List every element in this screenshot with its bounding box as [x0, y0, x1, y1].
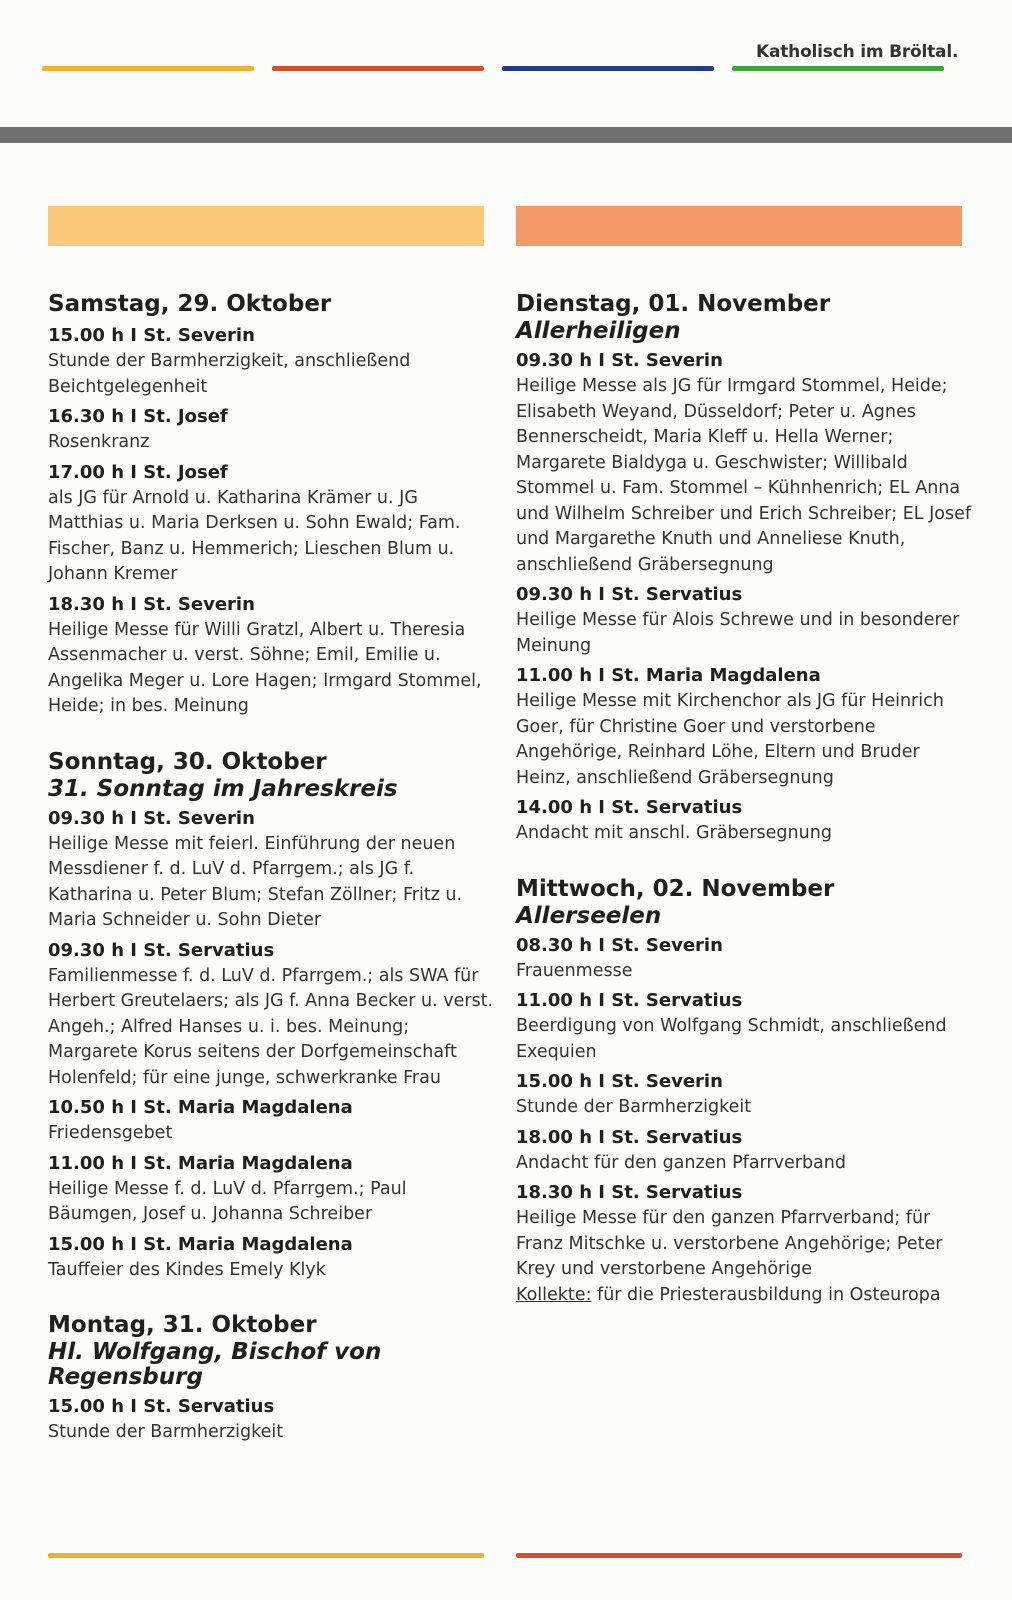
day-title: Mittwoch, 02. November — [516, 875, 835, 902]
day-title: Samstag, 29. Oktober — [48, 291, 332, 317]
entry-description: Familienmesse f. d. LuV d. Pfarrgem.; als SWA für Herbert Greutelaers; als JG f. Anna Becker u. verst. Angeh.; Alfred Hanses u. i. bes. Meinung; Margarete Korus seitens der Dorfgemeinschaft Holenfeld; für eine junge, schwerkranke Frau — [48, 965, 494, 1088]
header-divider — [0, 127, 1012, 143]
service-entry — [48, 323, 498, 400]
service-entry — [48, 1232, 498, 1284]
service-entry — [516, 1069, 976, 1121]
entry-time-church: 11.00 h I St. Maria Magdalena — [48, 1152, 353, 1174]
entry-description: Frauenmesse — [516, 960, 633, 981]
service-entry — [516, 795, 976, 847]
entry-description: Heilige Messe mit feierl. Einführung der neuen Messdiener f. d. LuV d. Pfarrgem.; als JG f. Katharina u. Peter Blum; Stefan Zöllner; Fritz u. Maria Schneider u. Sohn Dieter — [48, 833, 463, 930]
entry-time-church: 14.00 h I St. Servatius — [516, 797, 743, 818]
column-band-right — [516, 206, 962, 246]
service-entry — [516, 348, 976, 578]
entry-time-church: 15.00 h I St. Severin — [48, 325, 255, 346]
service-entry — [516, 988, 976, 1065]
day-title: Montag, 31. Oktober — [48, 1312, 317, 1338]
day-block — [516, 875, 976, 1309]
service-entry — [48, 460, 498, 588]
day-block — [516, 290, 976, 847]
entry-description: als JG für Arnold u. Katharina Krämer u. JG Matthias u. Maria Derksen u. Sohn Ewald; Fam. Fischer, Banz u. Hemmerich; Lieschen Blum u. Johann Kremer — [48, 487, 461, 584]
day-subtitle: Allerheiligen — [516, 318, 681, 344]
service-entry — [516, 1125, 976, 1177]
entry-time-church: 10.50 h I St. Maria Magdalena — [48, 1097, 353, 1118]
service-entry — [48, 1151, 498, 1228]
entry-description: Beerdigung von Wolfgang Schmidt, anschließend Exequien — [516, 1016, 947, 1062]
entry-time-church: 11.00 h I St. Maria Magdalena — [516, 665, 821, 686]
kollekte-text: für die Priesterausbildung in Osteuropa — [591, 1284, 941, 1305]
day-block — [48, 1311, 498, 1446]
stripe-green — [732, 66, 944, 71]
entry-time-church: 09.30 h I St. Severin — [48, 807, 255, 829]
day-block — [48, 748, 498, 1284]
stripe-yellow — [42, 66, 254, 71]
entry-time-church: 09.30 h I St. Severin — [516, 350, 723, 371]
entry-description: Friedensgebet — [48, 1123, 173, 1143]
brand-logo-text: Katholisch im Bröltal. — [756, 42, 959, 62]
entry-description: Heilige Messe f. d. LuV d. Pfarrgem.; Paul Bäumgen, Josef u. Johanna Schreiber — [48, 1178, 407, 1224]
footer-stripe-yellow — [48, 1553, 484, 1558]
service-entry — [516, 582, 976, 659]
entry-description: Stunde der Barmherzigkeit — [48, 1422, 284, 1442]
entry-time-church: 15.00 h I St. Maria Magdalena — [48, 1233, 353, 1255]
entry-time-church: 18.30 h I St. Severin — [48, 593, 255, 615]
kollekte-note — [516, 1283, 976, 1309]
entry-description: Andacht mit anschl. Gräbersegnung — [516, 823, 832, 843]
entry-time-church: 18.00 h I St. Servatius — [516, 1126, 743, 1148]
service-entry — [48, 404, 498, 456]
entry-time-church: 15.00 h I St. Servatius — [48, 1396, 275, 1417]
entry-description: Stunde der Barmherzigkeit, anschließend Beichtgelegenheit — [48, 351, 411, 397]
entry-description: Heilige Messe für Willi Gratzl, Albert u. Theresia Assenmacher u. verst. Söhne; Emil, Emilie u. Angelika Meger u. Lore Hagen; Irmgard Stommel, Heide; in bes. Meinung — [48, 619, 482, 716]
kollekte-label: Kollekte: — [516, 1284, 592, 1305]
service-entry — [48, 1394, 498, 1446]
entry-time-church: 09.30 h I St. Servatius — [48, 939, 275, 961]
entry-time-church: 17.00 h I St. Josef — [48, 461, 228, 483]
service-entry — [516, 663, 976, 791]
right-column — [516, 290, 976, 1336]
day-subtitle: Hl. Wolfgang, Bischof von Regensburg — [48, 1339, 382, 1390]
service-entry — [48, 1095, 498, 1147]
entry-time-church: 08.30 h I St. Severin — [516, 934, 723, 956]
entry-description: Heilige Messe als JG für Irmgard Stommel, Heide; Elisabeth Weyand, Düsseldorf; Peter u. Agnes Bennerscheidt, Maria Kleff u. Hella Werner; Margarete Bialdyga u. Geschwister; Willibald Stommel u. Fam. Stommel – Kühnhenrich; EL Anna und Wilhelm Schreiber und Erich Schreiber; EL Josef und Margarethe Knuth und Anneliese Knuth, anschließend Gräbersegnung — [516, 376, 972, 575]
footer-stripe-red — [516, 1553, 962, 1558]
column-band-left — [48, 206, 484, 246]
entry-time-church: 18.30 h I St. Servatius — [516, 1182, 743, 1203]
entry-description: Tauffeier des Kindes Emely Klyk — [48, 1259, 326, 1280]
stripe-blue — [502, 66, 714, 71]
entry-description: Heilige Messe für den ganzen Pfarrverband; für Franz Mitschke u. verstorbene Angehörige; Peter Krey und verstorbene Angehörige — [516, 1208, 943, 1279]
service-entry — [48, 592, 498, 720]
service-entry — [48, 938, 498, 1092]
day-subtitle: 31. Sonntag im Jahreskreis — [48, 775, 398, 802]
entry-time-church: 09.30 h I St. Servatius — [516, 584, 743, 605]
left-column — [48, 290, 498, 1474]
service-entry — [516, 1180, 976, 1308]
stripe-red — [272, 66, 484, 71]
day-title: Dienstag, 01. November — [516, 291, 831, 317]
service-entry — [516, 933, 976, 985]
entry-time-church: 11.00 h I St. Servatius — [516, 990, 743, 1011]
day-block — [48, 290, 498, 720]
day-subtitle: Allerseelen — [516, 902, 662, 929]
day-title: Sonntag, 30. Oktober — [48, 748, 327, 775]
entry-description: Stunde der Barmherzigkeit — [516, 1097, 752, 1117]
entry-description: Heilige Messe für Alois Schrewe und in besonderer Meinung — [516, 610, 960, 656]
service-entry — [48, 806, 498, 934]
entry-description: Rosenkranz — [48, 432, 150, 452]
entry-time-church: 15.00 h I St. Severin — [516, 1071, 723, 1092]
entry-description: Andacht für den ganzen Pfarrverband — [516, 1152, 846, 1173]
entry-time-church: 16.30 h I St. Josef — [48, 406, 228, 427]
entry-description: Heilige Messe mit Kirchenchor als JG für Heinrich Goer, für Christine Goer und verstorbene Angehörige, Reinhard Löhe, Eltern und Bruder Heinz, anschließend Gräbersegnung — [516, 691, 944, 788]
